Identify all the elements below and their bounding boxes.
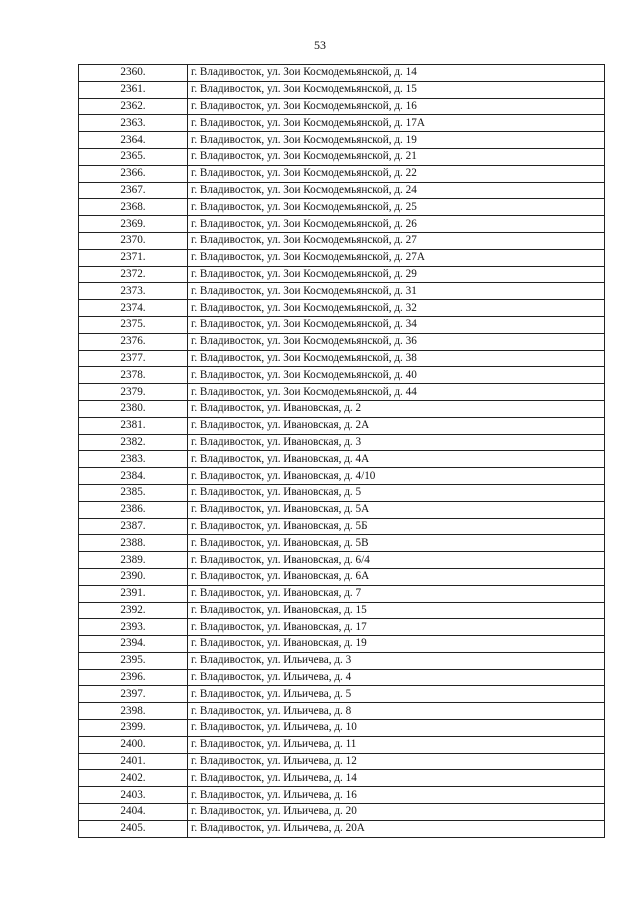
row-number: 2375. [79, 316, 188, 333]
table-row [79, 770, 605, 787]
row-number: 2381. [79, 417, 188, 434]
table-row [79, 165, 605, 182]
row-address: г. Владивосток, ул. Ивановская, д. 2 [188, 400, 605, 417]
row-address: г. Владивосток, ул. Зои Космодемьянской, д. 15 [188, 81, 605, 98]
row-address: г. Владивосток, ул. Ивановская, д. 5 [188, 484, 605, 501]
table-row [79, 115, 605, 132]
table-row [79, 249, 605, 266]
table-row [79, 720, 605, 737]
row-number: 2389. [79, 552, 188, 569]
table-row [79, 686, 605, 703]
row-address: г. Владивосток, ул. Зои Космодемьянской, д. 14 [188, 65, 605, 82]
table-row [79, 585, 605, 602]
row-number: 2384. [79, 468, 188, 485]
row-number: 2373. [79, 283, 188, 300]
table-row [79, 787, 605, 804]
row-number: 2388. [79, 535, 188, 552]
table-row [79, 384, 605, 401]
row-number: 2396. [79, 669, 188, 686]
row-number: 2397. [79, 686, 188, 703]
row-address: г. Владивосток, ул. Зои Космодемьянской, д. 17А [188, 115, 605, 132]
row-number: 2394. [79, 636, 188, 653]
row-number: 2383. [79, 451, 188, 468]
row-address: г. Владивосток, ул. Ильичева, д. 3 [188, 652, 605, 669]
row-address: г. Владивосток, ул. Ивановская, д. 4/10 [188, 468, 605, 485]
table-row [79, 98, 605, 115]
table-row [79, 568, 605, 585]
row-number: 2405. [79, 820, 188, 837]
table-row [79, 266, 605, 283]
page-number: 53 [314, 38, 326, 52]
table-row [79, 820, 605, 837]
row-number: 2370. [79, 232, 188, 249]
table-row [79, 518, 605, 535]
row-number: 2372. [79, 266, 188, 283]
row-number: 2374. [79, 300, 188, 317]
row-address: г. Владивосток, ул. Зои Космодемьянской, д. 24 [188, 182, 605, 199]
row-number: 2368. [79, 199, 188, 216]
address-table-body [79, 65, 605, 838]
table-row [79, 81, 605, 98]
row-number: 2403. [79, 787, 188, 804]
row-address: г. Владивосток, ул. Ильичева, д. 20А [188, 820, 605, 837]
row-address: г. Владивосток, ул. Зои Космодемьянской, д. 34 [188, 316, 605, 333]
row-address: г. Владивосток, ул. Зои Космодемьянской, д. 16 [188, 98, 605, 115]
row-address: г. Владивосток, ул. Зои Космодемьянской, д. 25 [188, 199, 605, 216]
table-row [79, 367, 605, 384]
row-address: г. Владивосток, ул. Ильичева, д. 10 [188, 720, 605, 737]
row-number: 2376. [79, 333, 188, 350]
table-row [79, 400, 605, 417]
row-number: 2390. [79, 568, 188, 585]
row-address: г. Владивосток, ул. Зои Космодемьянской, д. 44 [188, 384, 605, 401]
table-row [79, 652, 605, 669]
row-number: 2385. [79, 484, 188, 501]
table-row [79, 703, 605, 720]
table-row [79, 283, 605, 300]
row-address: г. Владивосток, ул. Зои Космодемьянской, д. 19 [188, 132, 605, 149]
row-address: г. Владивосток, ул. Ильичева, д. 11 [188, 736, 605, 753]
row-address: г. Владивосток, ул. Ивановская, д. 5Б [188, 518, 605, 535]
row-number: 2378. [79, 367, 188, 384]
row-address: г. Владивосток, ул. Ильичева, д. 14 [188, 770, 605, 787]
row-number: 2363. [79, 115, 188, 132]
row-address: г. Владивосток, ул. Зои Космодемьянской, д. 29 [188, 266, 605, 283]
row-number: 2387. [79, 518, 188, 535]
row-address: г. Владивосток, ул. Зои Космодемьянской, д. 22 [188, 165, 605, 182]
row-address: г. Владивосток, ул. Зои Космодемьянской, д. 38 [188, 350, 605, 367]
row-number: 2371. [79, 249, 188, 266]
row-number: 2386. [79, 501, 188, 518]
row-address: г. Владивосток, ул. Ивановская, д. 2А [188, 417, 605, 434]
table-row [79, 804, 605, 821]
row-number: 2382. [79, 434, 188, 451]
table-row [79, 484, 605, 501]
table-row [79, 132, 605, 149]
row-address: г. Владивосток, ул. Зои Космодемьянской, д. 40 [188, 367, 605, 384]
row-address: г. Владивосток, ул. Ильичева, д. 5 [188, 686, 605, 703]
row-address: г. Владивосток, ул. Ивановская, д. 5В [188, 535, 605, 552]
row-number: 2398. [79, 703, 188, 720]
row-number: 2399. [79, 720, 188, 737]
table-row [79, 350, 605, 367]
row-number: 2361. [79, 81, 188, 98]
row-address: г. Владивосток, ул. Ивановская, д. 19 [188, 636, 605, 653]
row-address: г. Владивосток, ул. Зои Космодемьянской, д. 21 [188, 148, 605, 165]
table-row [79, 65, 605, 82]
row-number: 2377. [79, 350, 188, 367]
table-row [79, 535, 605, 552]
table-row [79, 434, 605, 451]
row-number: 2369. [79, 216, 188, 233]
row-address: г. Владивосток, ул. Ивановская, д. 7 [188, 585, 605, 602]
row-number: 2402. [79, 770, 188, 787]
row-address: г. Владивосток, ул. Ильичева, д. 4 [188, 669, 605, 686]
row-address: г. Владивосток, ул. Ильичева, д. 20 [188, 804, 605, 821]
table-row [79, 148, 605, 165]
row-address: г. Владивосток, ул. Ивановская, д. 15 [188, 602, 605, 619]
row-address: г. Владивосток, ул. Ивановская, д. 6/4 [188, 552, 605, 569]
row-number: 2364. [79, 132, 188, 149]
row-number: 2360. [79, 65, 188, 82]
table-row [79, 669, 605, 686]
row-address: г. Владивосток, ул. Ильичева, д. 16 [188, 787, 605, 804]
row-address: г. Владивосток, ул. Ильичева, д. 8 [188, 703, 605, 720]
row-address: г. Владивосток, ул. Зои Космодемьянской, д. 32 [188, 300, 605, 317]
table-row [79, 333, 605, 350]
row-address: г. Владивосток, ул. Ивановская, д. 5А [188, 501, 605, 518]
table-row [79, 636, 605, 653]
row-number: 2365. [79, 148, 188, 165]
table-row [79, 552, 605, 569]
table-row [79, 417, 605, 434]
row-number: 2404. [79, 804, 188, 821]
table-row [79, 232, 605, 249]
row-address: г. Владивосток, ул. Зои Космодемьянской, д. 27 [188, 232, 605, 249]
table-row [79, 736, 605, 753]
table-row [79, 199, 605, 216]
row-number: 2395. [79, 652, 188, 669]
table-row [79, 300, 605, 317]
row-number: 2401. [79, 753, 188, 770]
row-address: г. Владивосток, ул. Зои Космодемьянской, д. 27А [188, 249, 605, 266]
row-number: 2392. [79, 602, 188, 619]
row-number: 2400. [79, 736, 188, 753]
table-row [79, 753, 605, 770]
row-address: г. Владивосток, ул. Ивановская, д. 6А [188, 568, 605, 585]
row-address: г. Владивосток, ул. Ивановская, д. 3 [188, 434, 605, 451]
table-row [79, 316, 605, 333]
row-number: 2379. [79, 384, 188, 401]
table-row [79, 619, 605, 636]
table-row [79, 468, 605, 485]
row-address: г. Владивосток, ул. Ильичева, д. 12 [188, 753, 605, 770]
row-address: г. Владивосток, ул. Зои Космодемьянской, д. 36 [188, 333, 605, 350]
row-number: 2380. [79, 400, 188, 417]
row-address: г. Владивосток, ул. Зои Космодемьянской, д. 26 [188, 216, 605, 233]
table-row [79, 602, 605, 619]
table-row [79, 182, 605, 199]
row-address: г. Владивосток, ул. Ивановская, д. 4А [188, 451, 605, 468]
row-number: 2362. [79, 98, 188, 115]
row-number: 2367. [79, 182, 188, 199]
row-number: 2366. [79, 165, 188, 182]
row-number: 2391. [79, 585, 188, 602]
row-address: г. Владивосток, ул. Зои Космодемьянской, д. 31 [188, 283, 605, 300]
address-table [78, 64, 605, 838]
row-number: 2393. [79, 619, 188, 636]
table-row [79, 501, 605, 518]
table-row [79, 216, 605, 233]
table-row [79, 451, 605, 468]
row-address: г. Владивосток, ул. Ивановская, д. 17 [188, 619, 605, 636]
